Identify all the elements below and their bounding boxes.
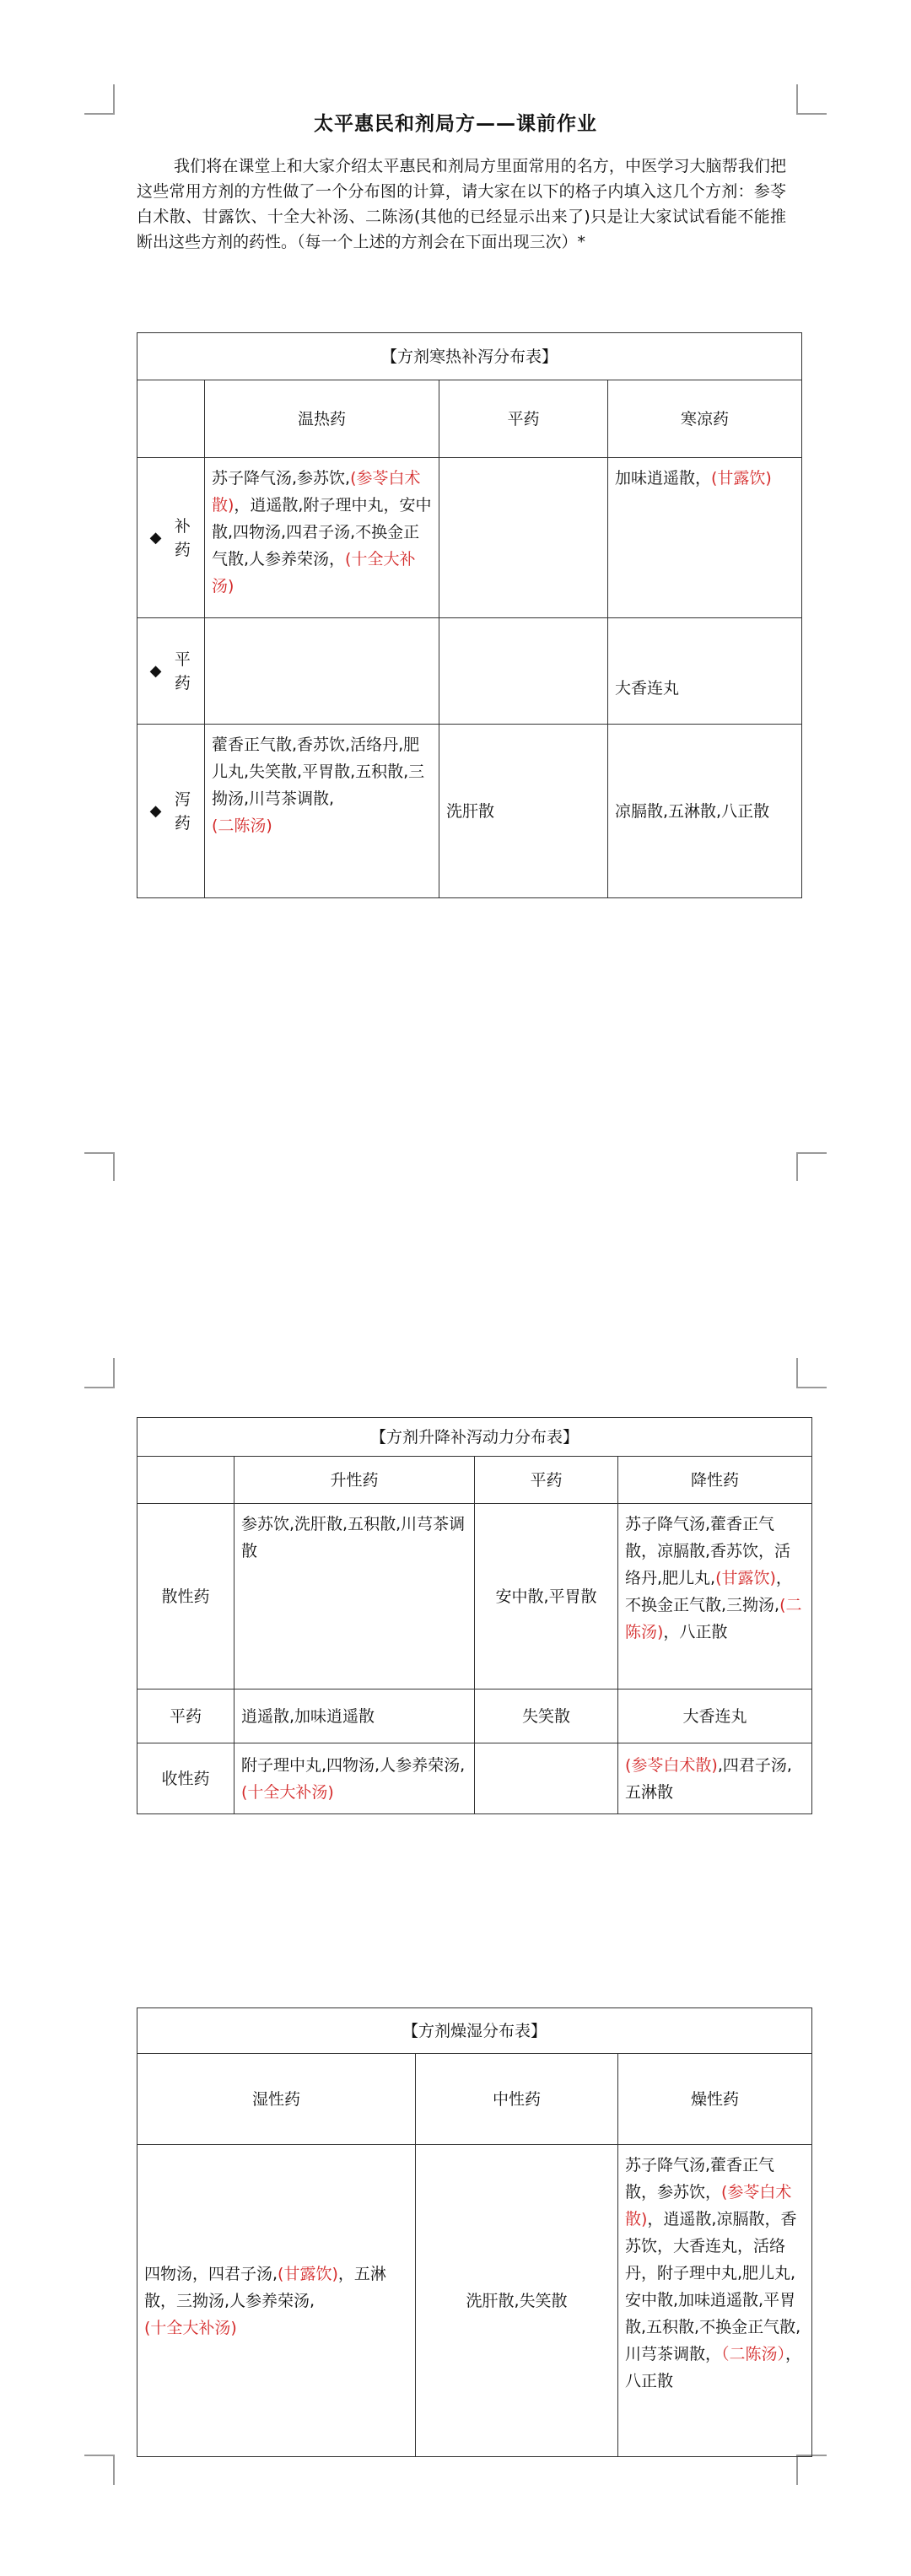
cell-neutral-warm bbox=[205, 618, 439, 725]
diamond-bullet-icon: ◆ bbox=[149, 801, 162, 820]
cell-text: ，逍遥散,凉膈散，香苏饮，大香连丸，活络丹，附子理中丸,肥儿丸,安中散,加味逍遥散,平胃散,五积散,不换金正气散,川芎茶调散， bbox=[625, 2210, 801, 2363]
cell-neutral-descending: 大香连丸 bbox=[618, 1689, 812, 1743]
row-label-drain bbox=[137, 725, 205, 898]
cell-text: 藿香正气散,香苏饮,活络丹,肥儿丸,失笑散,平胃散,五积散,三拗汤,川芎茶调散, bbox=[212, 736, 425, 808]
cell-dispersing-descending bbox=[618, 1504, 812, 1689]
cell-text: ，不换金正气散,三拗汤, bbox=[625, 1569, 792, 1614]
row-label-char: 平 bbox=[174, 649, 191, 669]
row-label-char: 药 bbox=[174, 673, 191, 693]
cell-text: 苏子降气汤,参苏饮, bbox=[212, 469, 351, 488]
cell-text: 附子理中丸,四物汤,人参养荣汤, bbox=[241, 1755, 466, 1775]
cell-text: 加味逍遥散， bbox=[615, 469, 712, 488]
table-ascend-descend-dynamics bbox=[137, 1417, 812, 1814]
answer-text: (参苓白术散) bbox=[212, 469, 421, 515]
table-caption: 【方剂升降补泻动力分布表】 bbox=[137, 1418, 812, 1457]
cell-text: ，八正散 bbox=[625, 2345, 802, 2390]
answer-text: (二陈汤) bbox=[625, 1596, 802, 1641]
answer-text: (参苓白术散) bbox=[625, 1755, 718, 1775]
header-cold: 寒凉药 bbox=[608, 380, 802, 458]
cell-text: 苏子降气汤,藿香正气散，参苏饮， bbox=[625, 2156, 775, 2201]
cell-damp bbox=[137, 2145, 416, 2457]
answer-text: (参苓白术散) bbox=[625, 2183, 792, 2228]
corner-mark-bottom-left bbox=[84, 1152, 115, 1183]
document-title: 太平惠民和剂局方——课前作业 bbox=[314, 113, 597, 135]
cell-dispersing-neutral: 安中散,平胃散 bbox=[475, 1504, 618, 1689]
cell-astringent-neutral bbox=[475, 1743, 618, 1814]
header-warm: 温热药 bbox=[205, 380, 439, 458]
answer-text: (十全大补汤) bbox=[144, 2318, 237, 2337]
cell-text: 苏子降气汤,藿香正气散，凉膈散,香苏饮，活络丹,肥儿丸, bbox=[625, 1515, 791, 1587]
corner-mark-top-left bbox=[84, 1358, 115, 1388]
cell-dispersing-ascending: 参苏饮,洗肝散,五积散,川芎茶调散 bbox=[234, 1504, 475, 1689]
row-label-dispersing: 散性药 bbox=[137, 1504, 234, 1689]
row-label-char: 药 bbox=[174, 813, 191, 833]
row-label-char: 药 bbox=[174, 540, 191, 559]
cell-neutral-neutral: 失笑散 bbox=[475, 1689, 618, 1743]
cell-mid: 洗肝散,失笑散 bbox=[416, 2145, 618, 2457]
answer-text: (甘露饮) bbox=[711, 469, 772, 488]
row-label-neutral bbox=[137, 618, 205, 725]
cell-tonify-warm bbox=[205, 458, 439, 618]
answer-text: (二陈汤) bbox=[212, 816, 272, 835]
header-dry: 燥性药 bbox=[618, 2054, 812, 2145]
table-caption: 【方剂寒热补泻分布表】 bbox=[137, 333, 802, 380]
cell-astringent-ascending bbox=[234, 1743, 475, 1814]
table-caption: 【方剂燥湿分布表】 bbox=[137, 2008, 812, 2054]
corner-mark-bottom-right bbox=[796, 2455, 827, 2485]
cell-neutral-neutral bbox=[439, 618, 608, 725]
header-neutral: 平药 bbox=[475, 1457, 618, 1504]
cell-tonify-cold bbox=[608, 458, 802, 618]
cell-drain-cold: 凉膈散,五淋散,八正散 bbox=[608, 725, 802, 898]
row-label-astringent: 收性药 bbox=[137, 1743, 234, 1814]
intro-paragraph: 我们将在课堂上和大家介绍太平惠民和剂局方里面常用的名方，中医学习大脑帮我们把这些常用方剂的方性做了一个分布图的计算，请大家在以下的格子内填入这几个方剂：参苓白术散、甘露饮、十全大补汤、二陈汤(其他的已经显示出来了)只是让大家试试看能不能推断出这些方剂的药性。（每一个上述的方剂会在下面出现三次）* bbox=[137, 157, 786, 251]
row-label-neutral: 平药 bbox=[137, 1689, 234, 1743]
diamond-bullet-icon: ◆ bbox=[149, 661, 162, 680]
cell-tonify-neutral bbox=[439, 458, 608, 618]
corner-mark-bottom-left bbox=[84, 2455, 115, 2485]
cell-text: ,四君子汤,五淋散 bbox=[625, 1755, 792, 1802]
answer-text: (甘露饮) bbox=[715, 1569, 776, 1587]
diamond-bullet-icon: ◆ bbox=[149, 528, 162, 547]
cell-astringent-descending bbox=[618, 1743, 812, 1814]
header-mid: 中性药 bbox=[416, 2054, 618, 2145]
table-dry-damp bbox=[137, 2007, 812, 2457]
page-gap bbox=[0, 1181, 911, 1358]
answer-text: (甘露饮) bbox=[278, 2264, 338, 2283]
cell-neutral-cold: 大香连丸 bbox=[608, 618, 802, 725]
answer-text: （二陈汤） bbox=[721, 2345, 786, 2363]
cell-text: ，五淋散，三拗汤,人参养荣汤, bbox=[144, 2264, 386, 2310]
cell-neutral-ascending: 逍遥散,加味逍遥散 bbox=[234, 1689, 475, 1743]
cell-text: ，逍遥散,附子理中丸，安中散,四物汤,四君子汤,不换金正气散,人参养荣汤， bbox=[212, 496, 432, 569]
header-empty-cell bbox=[137, 1457, 234, 1504]
header-damp: 湿性药 bbox=[137, 2054, 416, 2145]
cell-dry bbox=[618, 2145, 812, 2457]
corner-mark-bottom-right bbox=[796, 1152, 827, 1183]
page-1 bbox=[0, 0, 911, 1181]
header-ascending: 升性药 bbox=[234, 1457, 475, 1504]
corner-mark-top-right bbox=[796, 1358, 827, 1388]
answer-text: (十全大补汤) bbox=[212, 550, 416, 595]
row-label-char: 补 bbox=[174, 516, 191, 536]
cell-drain-neutral: 洗肝散 bbox=[439, 725, 608, 898]
header-empty-cell bbox=[137, 380, 205, 458]
answer-text: (十全大补汤) bbox=[241, 1782, 334, 1802]
cell-text: ，八正散 bbox=[663, 1623, 728, 1641]
header-neutral: 平药 bbox=[439, 380, 608, 458]
row-label-char: 泻 bbox=[174, 790, 191, 809]
table-heat-cold-tonify-drain bbox=[137, 332, 802, 898]
cell-drain-warm bbox=[205, 725, 439, 898]
header-descending: 降性药 bbox=[618, 1457, 812, 1504]
page-2 bbox=[0, 1358, 911, 2576]
cell-text: 四物汤，四君子汤, bbox=[144, 2264, 278, 2283]
row-label-tonify bbox=[137, 458, 205, 618]
